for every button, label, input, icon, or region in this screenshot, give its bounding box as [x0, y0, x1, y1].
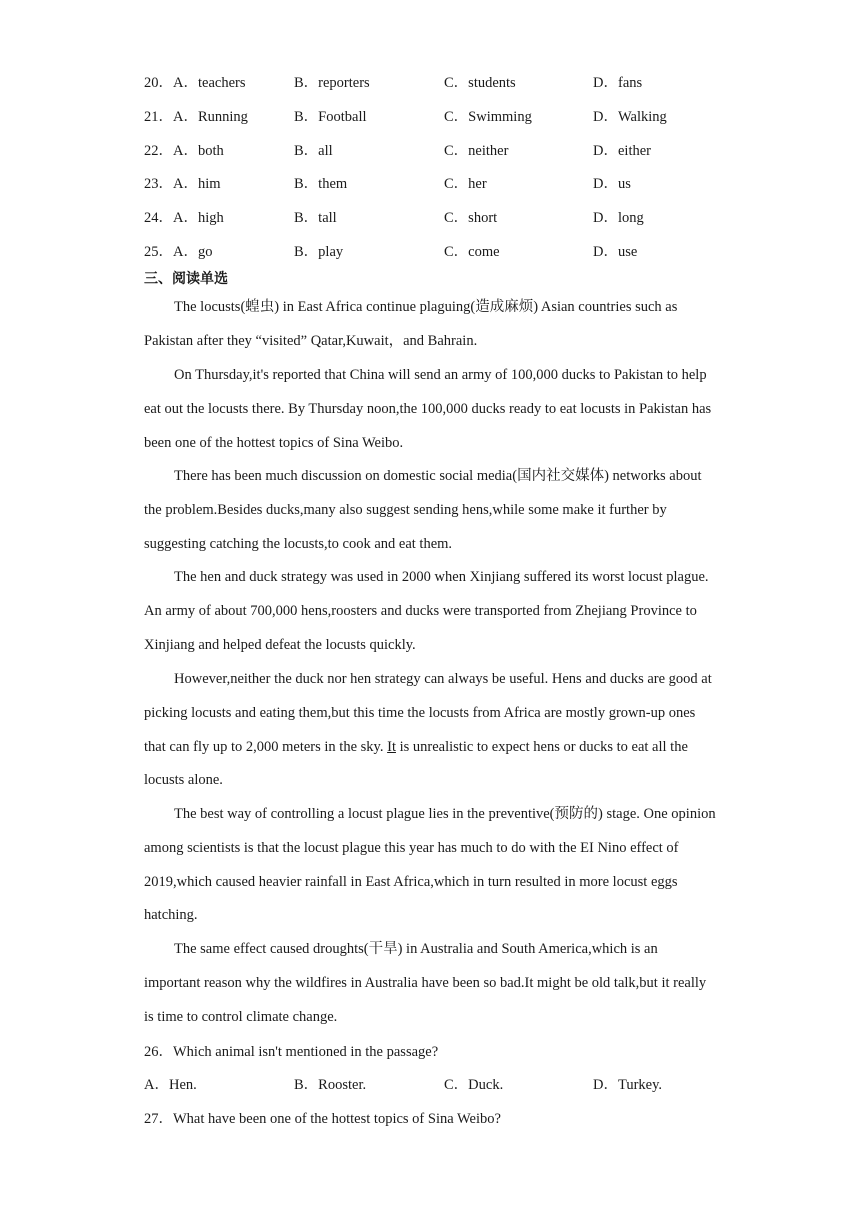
passage-paragraph-1: The locusts(蝗虫) in East Africa continue plaguing(造成麻烦) Asian countries such as Pakistan after they “visited” Qatar,Kuwait，and Bahrain. [144, 299, 678, 349]
option-b: B．tall [294, 210, 337, 226]
option-b: B．all [294, 143, 333, 159]
option-c: C．her [444, 176, 487, 192]
option-c: C．short [444, 210, 498, 226]
option-d: D．long [593, 210, 644, 226]
option-a: 24．A．high [144, 210, 224, 226]
option-c: C．Swimming [444, 109, 532, 125]
option-d: D．fans [593, 75, 643, 91]
option-a: 22．A．both [144, 143, 224, 159]
option-a: 20．A．teachers [144, 75, 246, 91]
passage-paragraph-7: The same effect caused droughts(干旱) in Australia and South America,which is an important reason why the wildfires in Australia have been so bad.It might be old talk,but it really is time to control climate change. [144, 941, 707, 1025]
option-a: 23．A．him [144, 176, 221, 192]
section-title: 三、阅读单选 [144, 271, 228, 287]
passage-paragraph-5 [144, 663, 716, 798]
option-b: B．Rooster. [294, 1077, 367, 1093]
option-a: A．Hen. [144, 1077, 197, 1093]
option-c: C．students [444, 75, 516, 91]
question-27-stem: 27．What have been one of the hottest topics of Sina Weibo? [144, 1111, 501, 1127]
option-d: D．Turkey. [593, 1077, 663, 1093]
option-d: D．Walking [593, 109, 667, 125]
option-b: B．reporters [294, 75, 370, 91]
option-c: C．come [444, 244, 500, 260]
option-c: C．neither [444, 143, 509, 159]
option-a: 21．A．Running [144, 109, 248, 125]
passage-paragraph-6: The best way of controlling a locust plague lies in the preventive(预防的) stage. One opinion among scientists is that the locust plague this year has much to do with the EI Nino effect of 2019,which caused heavier rainfall in East Africa,which in turn resulted in more locust eggs hatching. [144, 806, 716, 924]
option-c: C．Duck. [444, 1077, 504, 1093]
option-d: D．us [593, 176, 631, 192]
paragraph-text: However,neither the duck nor hen strategy can always be useful. Hens and ducks are good at picking locusts and eating them,but this time the locusts from Africa are mostly grown-up ones that can fly up to 2,000 meters in the sky. [144, 671, 712, 755]
option-b: B．play [294, 244, 344, 260]
option-d: D．use [593, 244, 638, 260]
passage-paragraph-2: On Thursday,it's reported that China will send an army of 100,000 ducks to Pakistan to help eat out the locusts there. By Thursday noon,the 100,000 ducks ready to eat locusts in Pakistan has been one of the hottest topics of Sina Weibo. [144, 367, 712, 451]
option-a: 25．A．go [144, 244, 213, 260]
question-26-stem: 26．Which animal isn't mentioned in the passage? [144, 1044, 439, 1060]
option-b: B．them [294, 176, 348, 192]
option-b: B．Football [294, 109, 367, 125]
option-d: D．either [593, 143, 651, 159]
underlined-word: It [387, 738, 396, 755]
paragraph-text: is unrealistic to expect hens or ducks to eat all the locusts alone. [144, 738, 688, 789]
passage-paragraph-4: The hen and duck strategy was used in 2000 when Xinjiang suffered its worst locust plague. An army of about 700,000 hens,roosters and ducks were transported from Zhejiang Province to Xinjiang and helped defeat the locusts quickly. [144, 569, 709, 653]
passage-paragraph-3: There has been much discussion on domestic social media(国内社交媒体) networks about the problem.Besides ducks,many also suggest sending hens,while some make it further by suggesting catching the locusts,to cook and eat them. [144, 468, 702, 552]
